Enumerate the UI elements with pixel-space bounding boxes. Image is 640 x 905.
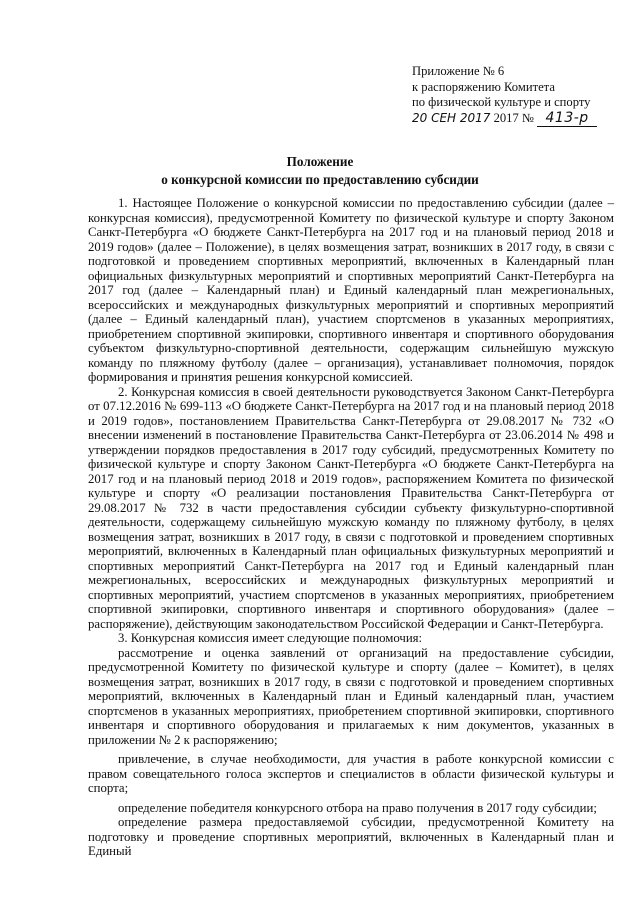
document-subtitle: о конкурсной комиссии по предоставлению субсидии (161, 172, 479, 187)
document-body (88, 196, 614, 859)
handwritten-date: 20 СЕН 2017 (412, 110, 491, 125)
appendix-number: Приложение № 6 (412, 64, 505, 78)
paragraph-2: 2. Конкурсная комиссия в своей деятельности руководствуется Законом Санкт-Петербурга от 07.12.2016 № 699-113 «О бюджете Санкт-Петербурга на 2017 год и на плановый период 2018 и 2019 годов», постановлением Правительства Санкт-Петербурга от 29.08.2017 № 732 «О внесении изменений в постановление Правительства Санкт-Петербурга от 23.06.2014 № 498 и утверждении порядков предоставления в 2017 году субсидий, предусмотренных Комитету по физической культуре и спорту Законом Санкт-Петербурга «О бюджете Санкт-Петербурга на 2017 год и на плановый период 2018 и 2019 годов», распоряжением Комитета по физической культуре и спорту «О реализации постановления Правительства Санкт-Петербурга от 29.08.2017 № 732 в части предоставления субсидии субъекту физкультурно-спортивной деятельности, содержащему сильнейшую мужскую команду по пляжному футболу, в целях возмещения затрат, возникших в 2017 году, в связи с подготовкой и проведением спортивных мероприятий, включенных в Календарный план официальных физкультурных мероприятий и спортивных мероприятий Санкт-Петербурга на 2017 год и Единый календарный план межрегиональных, всероссийских и международных физкультурных мероприятий и спортивных мероприятий, участием спортсменов в указанных мероприятиях, приобретением спортивной экипировки, спортивного инвентаря и спортивного оборудования» (далее – распоряжение), действующим законодательством Российской Федерации и Санкт-Петербурга. (88, 384, 614, 631)
paragraph-1: 1. Настоящее Положение о конкурсной комиссии по предоставлению субсидии (далее – конкурсная комиссия), предусмотренной Комитету по физической культуре и спорту Законом Санкт-Петербурга «О бюджете Санкт-Петербурга на 2017 год и на плановый период 2018 и 2019 годов» (далее – Положение), в целях возмещения затрат, возникших в 2017 году, в связи с подготовкой и проведением спортивных мероприятий, включенных в Календарный план официальных физкультурных мероприятий и спортивных мероприятий Санкт-Петербурга на 2017 год (далее – Календарный план) и Единый календарный план межрегиональных, всероссийских и международных физкультурных мероприятий и спортивных мероприятий (далее – Единый календарный план), участием спортсменов в указанных мероприятиях, приобретением спортивной экипировки, спортивного инвентаря и спортивного оборудования субъектом физкультурно-спортивной деятельности, содержащим сильнейшую мужскую команду по пляжному футболу (далее – организация), устанавливает полномочия, порядок формирования и принятия решения конкурсной комиссией. (88, 196, 614, 384)
appendix-header (412, 64, 622, 127)
document-title: Положение (286, 154, 354, 169)
handwritten-order-number: 413-р (537, 111, 597, 128)
power-item-review: рассмотрение и оценка заявлений от организаций на предоставление субсидии, предусмотренной Комитету по физической культуре и спорту (далее – Комитет), в целях возмещения затрат, возникших в 2017 году, в связи с подготовкой и проведением спортивных мероприятий, включенных в Календарный план и Единый календарный план, участием спортсменов в указанных мероприятиях, приобретением спортивной экипировки, спортивного инвентаря и спортивного оборудования и прилагаемых к ним документов, указанных в приложении № 2 к распоряжению; (88, 645, 614, 747)
appendix-date-number-line (412, 111, 622, 128)
paragraph-3: 3. Конкурсная комиссия имеет следующие полномочия: (118, 631, 423, 645)
year-number-prefix: 2017 № (493, 110, 534, 125)
appendix-committee-line: по физической культуре и спорту (412, 95, 591, 110)
power-item-amount: определение размера предоставляемой субсидии, предусмотренной Комитету на подготовку и проведение спортивных мероприятий, включенных в Календарный план и Единый (88, 815, 614, 858)
appendix-order-line: к распоряжению Комитета (412, 79, 555, 94)
power-item-experts: привлечение, в случае необходимости, для участия в работе конкурсной комиссии с правом совещательного голоса экспертов и специалистов в области физической культуры и спорта; (88, 752, 614, 795)
power-item-winner: определение победителя конкурсного отбора на право получения в 2017 году субсидии; (118, 800, 597, 815)
